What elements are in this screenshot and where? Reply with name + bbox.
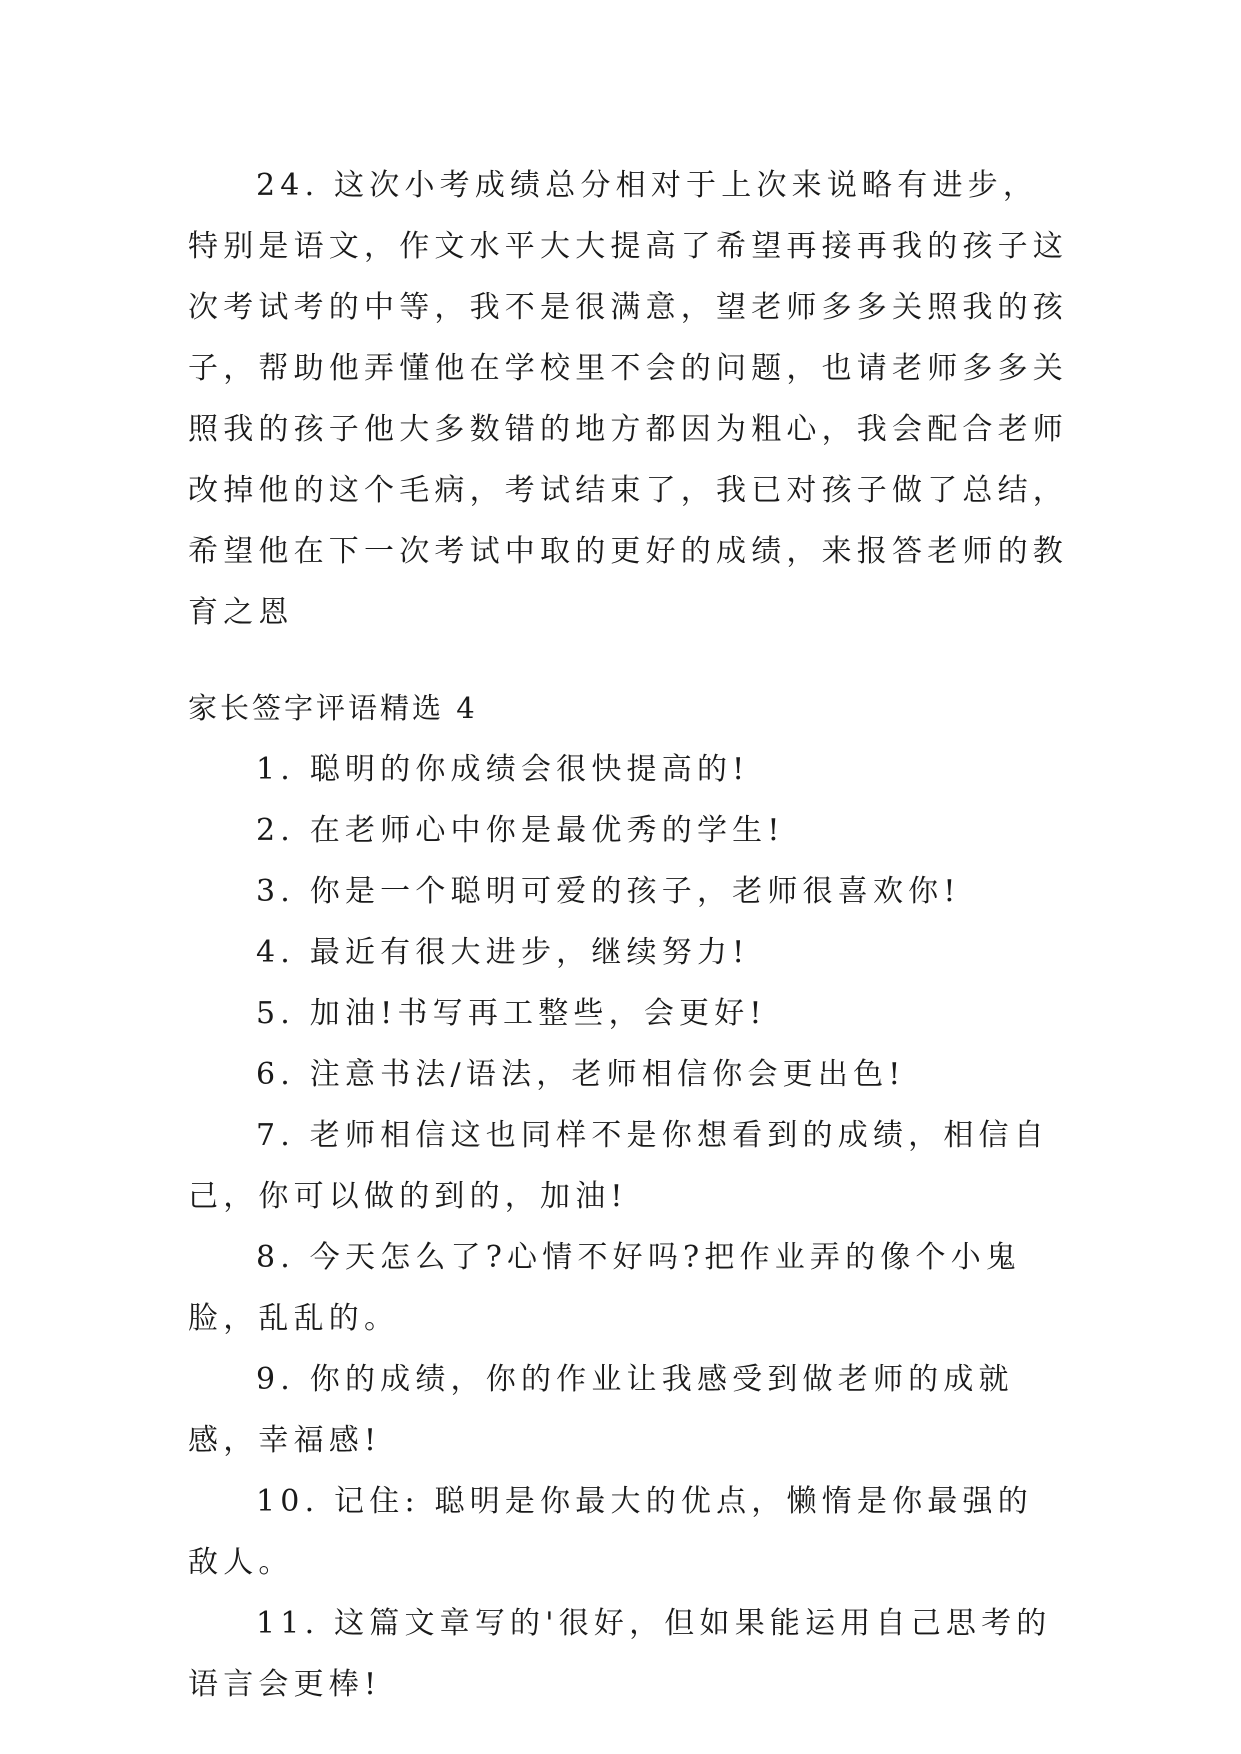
document-body bbox=[188, 155, 1068, 1715]
section-heading: 家长签字评语精选 4 bbox=[188, 691, 478, 725]
list-item: 10. 记住: 聪明是你最大的优点，懒惰是你最强的敌人。 bbox=[188, 1484, 1033, 1580]
list-item: 2. 在老师心中你是最优秀的学生! bbox=[256, 813, 785, 848]
list-item: 7. 老师相信这也同样不是你想看到的成绩，相信自己，你可以做的到的，加油! bbox=[188, 1118, 1049, 1214]
list-item: 9. 你的成绩，你的作业让我感受到做老师的成就感，幸福感! bbox=[188, 1362, 1014, 1458]
intro-paragraph: 24. 这次小考成绩总分相对于上次来说略有进步，特别是语文，作文水平大大提高了希望再接再我的孩子这次考试考的中等，我不是很满意，望老师多多关照我的孩子，帮助他弄懂他在学校里不会的问题，也请老师多多关照我的孩子他大多数错的地方都因为粗心，我会配合老师改掉他的这个毛病，考试结束了，我已对孩子做了总结，希望他在下一次考试中取的更好的成绩，来报答老师的教育之恩 bbox=[188, 168, 1068, 630]
list-item: 8. 今天怎么了?心情不好吗?把作业弄的像个小鬼脸，乱乱的。 bbox=[188, 1240, 1022, 1336]
list-item: 4. 最近有很大进步，继续努力! bbox=[256, 935, 750, 970]
list-item: 1. 聪明的你成绩会很快提高的! bbox=[256, 752, 750, 787]
list-item: 11. 这篇文章写的'很好，但如果能运用自己思考的语言会更棒! bbox=[188, 1606, 1052, 1702]
list-item: 3. 你是一个聪明可爱的孩子，老师很喜欢你! bbox=[256, 874, 961, 909]
comment-list bbox=[188, 739, 1068, 1715]
list-item: 6. 注意书法/语法，老师相信你会更出色! bbox=[256, 1057, 906, 1092]
list-item: 5. 加油!书写再工整些，会更好! bbox=[256, 996, 767, 1031]
